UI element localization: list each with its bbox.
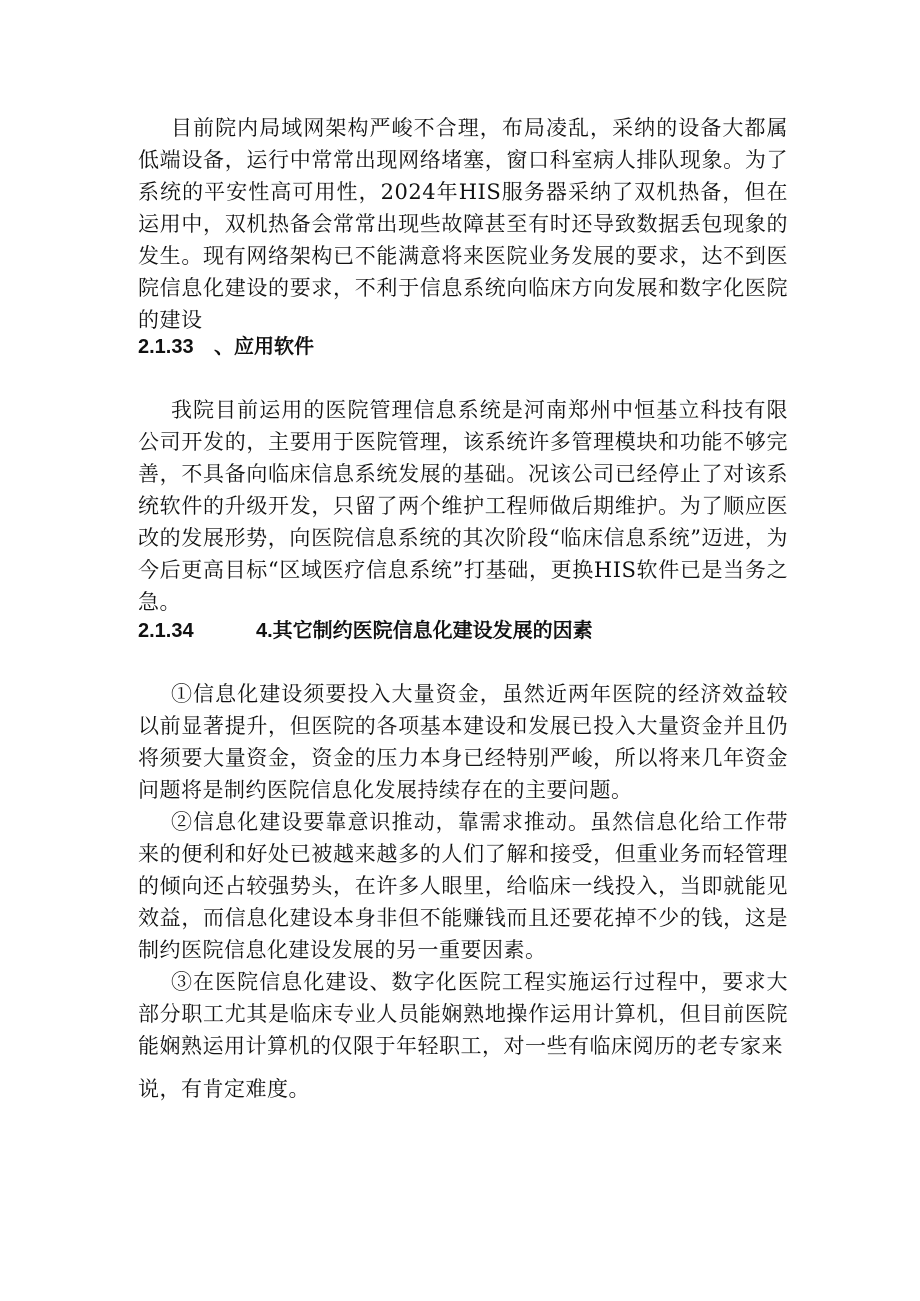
paragraph-software: 我院目前运用的医院管理信息系统是河南郑州中恒基立科技有限公司开发的，主要用于医院管理，该系统许多管理模块和功能不够完善，不具备向临床信息系统发展的基础。况该公司已经停止了对该系统软件的升级开发，只留了两个维护工程师做后期维护。为了顺应医改的发展形势，向医院信息系统的其次阶段“临床信息系统”迈进，为今后更高目标“区域医疗信息系统”打基础，更换HIS软件已是当务之急。 xyxy=(138,398,788,614)
section-number: 2.1.33 xyxy=(138,336,194,358)
paragraph-factor-3: ③在医院信息化建设、数字化医院工程实施运行过程中，要求大部分职工尤其是临床专业人员能娴熟地操作运用计算机，但目前医院能娴熟运用计算机的仅限于年轻职工，对一些有临床阅历的老专家来 xyxy=(138,970,788,1058)
section-number: 2.1.34 xyxy=(138,620,194,642)
paragraph-factor-2: ②信息化建设要靠意识推动，靠需求推动。虽然信息化给工作带来的便利和好处已被越来越多的人们了解和接受，但重业务而轻管理的倾向还占较强势头，在许多人眼里，给临床一线投入，当即就能见效益，而信息化建设本身非但不能赚钱而且还要花掉不少的钱，这是制约医院信息化建设发展的另一重要因素。 xyxy=(138,810,788,962)
section-title: 、应用软件 xyxy=(214,336,314,358)
section-heading-factors xyxy=(138,617,593,645)
paragraph-factor-3-continued: 说，有肯定难度。 xyxy=(138,1077,310,1101)
section-title: 4.其它制约医院信息化建设发展的因素 xyxy=(256,620,593,642)
paragraph-factor-1: ①信息化建设须要投入大量资金，虽然近两年医院的经济效益较以前显著提升，但医院的各项基本建设和发展已投入大量资金并且仍将须要大量资金，资金的压力本身已经特别严峻，所以将来几年资金问题将是制约医院信息化发展持续存在的主要问题。 xyxy=(138,682,788,802)
section-heading-software xyxy=(138,333,314,361)
paragraph-network-intro: 目前院内局域网架构严峻不合理，布局凌乱，采纳的设备大都属低端设备，运行中常常出现网络堵塞，窗口科室病人排队现象。为了系统的平安性高可用性，2024年HIS服务器采纳了双机热备，但在运用中，双机热备会常常出现些故障甚至有时还导致数据丢包现象的发生。现有网络架构已不能满意将来医院业务发展的要求，达不到医院信息化建设的要求，不利于信息系统向临床方向发展和数字化医院的建设 xyxy=(138,116,788,332)
